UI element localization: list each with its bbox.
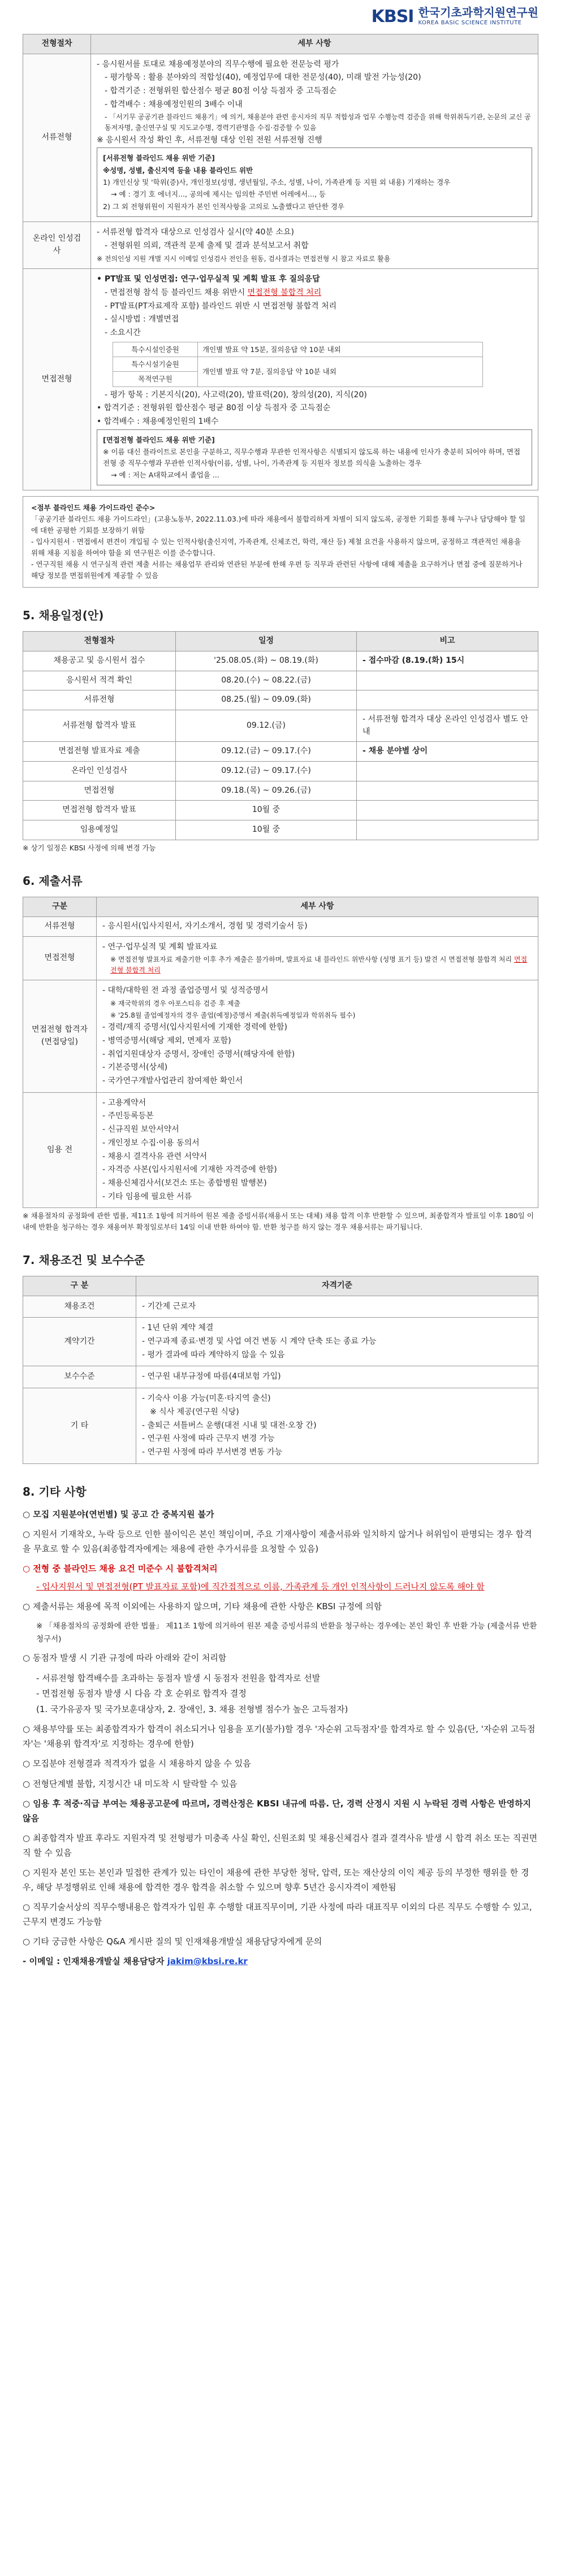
process-table [23,34,538,490]
schedule-cell-b: 09.18.(목) ~ 09.26.(금) [176,781,357,801]
contact-email-link[interactable]: jakim@kbsi.re.kr [167,1956,248,1966]
schedule-row [23,651,538,671]
conditions-line: - 기숙사 이용 가능(미혼·타지역 출신) [142,1394,271,1404]
doc-line: - 응시원서를 토대로 채용예정분야의 직무수행에 필요한 전문능력 평가 [97,59,339,69]
schedule-cell-c [357,671,538,690]
schedule-cell-c: - 접수마감 (8.19.(화) 15시 [357,651,538,671]
documents-note: ※ 채용절차의 공정화에 관한 법률, 제11조 1항에 의거하여 원본 제출 증빙서류(채용서 또는 대체) 채용 합격 이후 반환할 수 있으며, 최종합격자 발표일 이후 180일 이내에 반환을 청구하는 경우 채용여부 확정일로부터 14일 이내 반환 하여야 함. 반환 청구를 하지 않는 경우 채용서류는 파기됩니다. [23,1211,534,1231]
interview-box-title: [면접전형 블라인드 채용 위반 기준] [103,435,215,444]
schedule-row [23,710,538,742]
online-test-detail [91,222,538,269]
conditions-label: 계약기간 [23,1318,136,1366]
schedule-row [23,820,538,840]
blind-guide-box [23,496,538,588]
documents-fail-note: 면접전형 불합격 처리 [110,955,528,974]
verify-line: - 대학/대학원 전 과정 졸업증명서 및 성적증명서 [102,986,269,996]
etc-item: ○ 최종합격자 발표 후라도 지원자격 및 전형평가 미충족 사실 확인, 신원조회 및 채용신체검사 결과 결격사유 발생 시 합격 취소 또는 직권면직 할 수 있음 [23,1833,538,1858]
etc-item: ○ 모집 지원분야(연번별) 및 공고 간 중복지원 불가 [23,1509,214,1519]
appoint-line: - 채용신체검사서(보건소 또는 종합병원 발행본) [102,1178,267,1188]
documents-header: 세부 사항 [97,897,538,917]
doc-line: - 평가항목 : 활용 분야와의 적합성(40), 예정업무에 대한 전문성(40), 미래 발전 가능성(20) [105,73,421,82]
documents-appoint-detail [97,1092,538,1208]
schedule-cell-b: 08.20.(수) ~ 08.22.(금) [176,671,357,690]
schedule-title: 5. 채용일정(안) [23,609,104,623]
schedule-cell-b: 10월 중 [176,820,357,840]
etc-item: - 입사지원서 및 면접전형(PT 발표자료 포함)에 직간접적으로 이름, 가족관계 등 개인 인적사항이 드러나지 않도록 해야 함 [36,1581,485,1592]
interview-label: 면접전형 [23,269,91,490]
logo [23,5,538,29]
verify-line: - 경력/재직 증명서(입사지원서에 기재한 경력에 한함) [102,1023,287,1032]
interview-time-table [113,342,483,387]
schedule-row [23,762,538,781]
etc-item: ○ 동점자 발생 시 기관 규정에 따라 아래와 같이 처리함 [23,1653,227,1663]
contact-prefix: - 이메일 : 인재채용개발실 채용담당자 [23,1956,167,1966]
schedule-cell-a: 응시원서 적격 확인 [23,671,176,690]
guide-line: - 입사지원서 · 면접에서 편견이 개입될 수 있는 인적사항(출신지역, 가족관계, 신체조건, 학력, 재산 등) 제철 요건을 사용하지 않으며, 공정하고 객관적인 채용을 위해 채용 지침을 하여야 함을 외 연구원은 이를 준수합니다. [31,537,521,558]
etc-item: (1. 국가유공자 및 국가보훈대상자, 2. 장애인, 3. 채용 전형별 점수가 높은 고득점자) [36,1704,348,1714]
schedule-header: 전형절차 [23,632,176,651]
time-cell: 개인별 발표 약 7분, 질의응답 약 10분 내외 [198,357,483,386]
appoint-line: - 기타 임용에 필요한 서류 [102,1192,192,1201]
schedule-note: ※ 상기 일정은 KBSI 사정에 의해 변경 가능 [23,843,156,852]
documents-verify-detail [97,980,538,1092]
time-cell: 특수시설인증원 [113,342,198,357]
appoint-line: - 자격증 사본(입사지원서에 기재한 자격증에 한함) [102,1165,277,1175]
interview-line: - 실시방법 : 개별면접 [105,315,179,324]
process-header-detail: 세부 사항 [91,34,538,54]
documents-header: 구분 [23,897,97,917]
conditions-detail [136,1296,538,1318]
doc-box-line: → 예 : 경기 호 에너지..., 공의에 제시는 임의한 주민번 어레에서..., 등 [111,190,326,199]
conditions-title: 7. 채용조건 및 보수수준 [23,1253,145,1267]
schedule-cell-a: 면접전형 발표자료 제출 [23,742,176,762]
guide-line: - 연구직원 채용 시 연구실적 관련 제출 서류는 채용업무 관리와 연관된 부분에 한해 우편 등 직무과 관련된 사항에 대해 제출을 요구하거나 면접 중에 질문하거나 해당 정보를 면접위원에게 제공할 수 있음 [31,560,523,580]
interview-line: - 소요시간 [105,328,141,337]
conditions-line: - 평가 결과에 따라 계약하지 않을 수 있음 [142,1350,285,1359]
logo-mark: KBSI [371,6,414,27]
conditions-detail [136,1318,538,1366]
appoint-line: - 주민등록등본 [102,1111,154,1121]
schedule-cell-b: 08.25.(월) ~ 09.09.(화) [176,690,357,710]
etc-title: 8. 기타 사항 [23,1484,87,1498]
appoint-line: - 채용시 결격사유 관련 서약서 [102,1152,208,1161]
time-cell: 목적연구원 [113,372,198,386]
process-header-step: 전형절차 [23,34,91,54]
conditions-label: 채용조건 [23,1296,136,1318]
schedule-header: 비고 [357,632,538,651]
conditions-line: - 출퇴근 셔틀버스 운행(대전 시내 및 대전·오창 간) [142,1421,317,1430]
verify-line: - 기본증명서(상세) [102,1063,168,1072]
etc-item: ○ 전형단계별 불합, 지정시간 내 미도착 시 탈락할 수 있음 [23,1778,238,1789]
interview-box-line: → 예 : 저는 A대학교에서 졸업을 ... [111,470,219,479]
schedule-cell-c: - 채용 분야별 상이 [357,742,538,762]
appoint-line: - 신규직원 보안서약서 [102,1125,179,1135]
conditions-detail [136,1388,538,1463]
online-line: - 서류전형 합격자 대상으로 인성검사 실시(약 40분 소요) [97,228,294,237]
documents-table [23,897,538,1208]
schedule-row [23,781,538,801]
guide-line: 「공공기관 블라인드 채용 가이드라인」(고용노동부, 2022.11.03.)에 따라 채용에서 불합리하게 차별이 되지 않도록, 공정한 기회를 통해 누구나 담당해야 할 일에 대한 공평한 기회를 보장하기 위함 [31,515,526,535]
logo-english: KOREA BASIC SCIENCE INSTITUTE [418,20,522,27]
documents-doc-text: - 응시원서(입사지원서, 자기소개서, 경험 및 경력기술서 등) [97,916,538,936]
documents-interview-line: ※ 면접전형 발표자료 제출기한 이후 추가 제출은 불가하며, 발표자료 내 블라인드 위반사항 (성명 표기 등) 발견 시 면접전형 불합격 처리 면접전형 불합격 처리 [110,955,528,974]
schedule-cell-c [357,820,538,840]
schedule-cell-a: 면접전형 [23,781,176,801]
time-cell: 특수시설기술원 [113,357,198,371]
doc-line: - 합격배수 : 채용예정인원의 3배수 이내 [105,99,243,109]
schedule-cell-b: 09.12.(금) ~ 09.17.(수) [176,742,357,762]
schedule-cell-a: 채용공고 및 응시원서 접수 [23,651,176,671]
schedule-cell-a: 서류전형 [23,690,176,710]
guide-title: <점부 블라인드 채용 가이드라인 준수> [31,503,156,512]
conditions-line: - 기간제 근로자 [142,1301,196,1311]
schedule-cell-c: - 서류전형 합격자 대상 온라인 인성검사 별도 안내 [357,710,538,742]
conditions-line: - 연구과제 종료·변경 및 사업 여건 변동 시 계약 단축 또는 종료 가능 [142,1337,377,1346]
verify-line: - 국가연구개발사업관리 참여제한 확인서 [102,1076,243,1086]
conditions-line: - 1년 단위 계약 체결 [142,1323,214,1333]
etc-item: ○ 지원자 본인 또는 본인과 밀접한 관계가 있는 타인이 채용에 관한 부당한 청탁, 압력, 또는 재산상의 이익 제공 등의 부정한 행위를 한 경우, 해당 부정행위로 인해 채용에 합격한 경우 합격을 취소할 수 있으며 향후 5년간 응시자격이 제한됨 [23,1867,529,1892]
documents-interview-detail [97,936,538,980]
schedule-cell-a: 온라인 인성검사 [23,762,176,781]
verify-line: - 병역증명서(해당 제외, 면제자 포함) [102,1036,231,1046]
schedule-cell-c [357,801,538,820]
doc-box-line: ※성명, 성별, 출신지역 등을 내용 블라인드 위반 [103,166,253,175]
doc-line: - 합격기준 : 전형위원 합산점수 평균 80점 이상 득점자 중 고득점순 [105,86,337,96]
interview-line: • 합격배수 : 채용예정인원의 1배수 [97,417,219,427]
appoint-line: - 고용계약서 [102,1098,146,1107]
conditions-line: - 연구원 내부규정에 따름(4대보험 가입) [142,1372,281,1382]
conditions-line: ※ 식사 제공(연구원 식당) [150,1407,239,1417]
etc-item: ○ 기타 궁금한 사항은 Q&A 게시판 질의 및 인재채용개발실 채용담당자에게 문의 [23,1936,322,1947]
conditions-header: 자격기준 [136,1276,538,1296]
online-line: ※ 전의인성 지원 개별 지시 이메일 인성검사 전인을 원동, 검사결과는 면접전형 시 참고 자료로 활용 [97,254,391,263]
interview-detail [91,269,538,490]
conditions-line: - 연구원 사정에 따라 근무지 변경 가능 [142,1434,275,1444]
schedule-cell-a: 면접전형 합격자 발표 [23,801,176,820]
logo-text [418,6,538,28]
doc-line: ※ 응시원서 작성 확인 후, 서류전형 대상 인원 전원 서류전형 진행 [97,135,322,145]
conditions-label: 기 타 [23,1388,136,1463]
documents-appoint-label: 임용 전 [23,1092,97,1208]
interview-line: - 면접전형 참석 등 블라인드 채용 위반시 면접전형 불합격 처리 [105,288,322,297]
doc-line: - 「서기무 공공기관 블라인드 채용기」에 의거, 채용분야 관련 응시자의 직무 적합성과 업무 수행능력 검증을 위해 학위취득기관, 논문의 교신 공동저자명, 출신연구실 및 지도교수명, 경력기관명을 수집·검증할 수 있음 [105,113,531,132]
documents-verify-label: 면접전형 합격자 (면접당일) [23,980,97,1092]
etc-item: ○ 채용부약률 또는 최종합격자가 합격이 취소되거나 임용을 포기(불가)할 경우 '자순위 고득점자'를 합격자로 할 수 있음(단, '자순위 고득점자'는 '채용위 합격자'로 지정하는 경우에 한함) [23,1724,536,1749]
documents-interview-label: 면접전형 [23,936,97,980]
interview-line: - 평가 항목 : 기본지식(20), 사고력(20), 발표력(20), 창의성(20), 지식(20) [105,390,367,399]
doc-screening-detail [91,54,538,222]
contact-line [23,1955,538,1968]
verify-line: ※ '25.8월 졸업예정자의 경우 졸업(예정)증명서 제출(취득예정일과 학위취득 필수) [110,1011,356,1019]
conditions-line: - 연구원 사정에 따라 부서변경 변동 가능 [142,1447,283,1457]
schedule-cell-c [357,781,538,801]
verify-line: ※ 재국학위의 경우 아포스티유 검증 후 제출 [110,1000,241,1008]
schedule-cell-a: 서류전형 합격자 발표 [23,710,176,742]
schedule-cell-b: 09.12.(금) [176,710,357,742]
verify-line: - 취업지원대상자 증명서, 장애인 증명서(해당자에 한함) [102,1049,295,1059]
interview-line: • 합격기준 : 전형위원 합산점수 평균 80점 이상 득점자 중 고득점순 [97,403,331,413]
schedule-row [23,801,538,820]
documents-interview-line: - 연구·업무실적 및 계획 발표자료 [102,942,218,952]
interview-head: • PT발표 및 인성면접: 연구·업무실적 및 계획 발표 후 질의응답 [97,275,320,284]
doc-screening-label: 서류전형 [23,54,91,222]
etc-item: ○ 직무기술서상의 직무수행내용은 합격자가 입원 후 수행할 대표직무이며, 기관 사정에 따라 대표직무 이외의 다른 직무도 수행할 수 있고, 근무지 변경도 가능함 [23,1902,532,1927]
doc-box-line: 1) 개인신상 및 '학위(증)사, 개인정보(성명, 생년월일, 주소, 성별, 나이, 가족관계 등 지원 외 내용) 기재하는 경우 [103,178,451,187]
doc-blind-box [97,147,532,217]
appoint-line: - 개인정보 수집·이용 동의서 [102,1138,200,1148]
etc-item: ○ 임용 후 적중·직급 부여는 채용공고문에 따르며, 경력산정은 KBSI 내규에 따름. 단, 경력 산정시 지원 시 누락된 경력 사항은 반영하지 않음 [23,1799,532,1823]
time-cell: 개인별 발표 약 15분, 질의응답 약 10분 내외 [198,342,483,357]
schedule-cell-a: 임용예정일 [23,820,176,840]
interview-line: - PT발표(PT자료제작 포함) 블라인드 위반 시 면접전형 불합격 처리 [105,301,337,311]
schedule-header: 일정 [176,632,357,651]
conditions-header: 구 분 [23,1276,136,1296]
logo-korean: 한국기초과학지원연구원 [418,6,538,20]
schedule-cell-b: 10월 중 [176,801,357,820]
doc-box-title: [서류전형 블라인드 채용 위반 기준] [103,154,215,163]
etc-item: - 면접전형 동점자 발생 시 다음 각 호 순위로 합격자 결정 [36,1688,247,1699]
interview-fail-note: 면접전형 불합격 처리 [247,288,322,297]
schedule-row [23,690,538,710]
documents-doc-label: 서류전형 [23,916,97,936]
conditions-label: 보수수준 [23,1366,136,1388]
schedule-cell-b: '25.08.05.(화) ~ 08.19.(화) [176,651,357,671]
conditions-detail [136,1366,538,1388]
etc-item: ○ 모집분야 전형결과 적격자가 없을 시 채용하지 않을 수 있음 [23,1758,251,1769]
etc-item: ※ 「채용절차의 공정화에 관한 법률」 제11조 1항에 의거하여 원본 제출 증빙서류의 반환을 청구하는 경우에는 본인 확인 후 반환 가능 (제출서류 반환청구서) [36,1621,537,1644]
interview-box-line: ※ 이름 대신 플라이트로 본인을 구분하고, 직무수행과 무관한 인적사항은 식별되지 않도록 하는 내용에 인사가 충분히 되어야 하며, 면접전형 중 직무수행과 무관한 인적사항(이름, 성별, 나이, 가족관계 등 지원자 정보를 의식을 노출하는 경우 [103,448,521,467]
schedule-cell-c [357,690,538,710]
schedule-row [23,671,538,690]
interview-blind-box [97,429,532,486]
documents-title: 6. 제출서류 [23,874,83,888]
schedule-cell-c [357,762,538,781]
schedule-table [23,631,538,840]
schedule-row [23,742,538,762]
online-test-label: 온라인 인성검사 [23,222,91,269]
online-line: - 전형위원 의뢰, 객관적 문제 출제 및 결과 분석보고서 취합 [105,241,309,250]
schedule-cell-b: 09.12.(금) ~ 09.17.(수) [176,762,357,781]
etc-item: ○ 제출서류는 채용에 목적 이외에는 사용하지 않으며, 기타 채용에 관한 사항은 KBSI 규정에 의함 [23,1601,382,1612]
etc-list [23,1508,538,1949]
doc-box-line: 2) 그 외 전형위원이 지원자가 본인 인적사항을 고의로 노출했다고 판단한 경우 [103,202,344,211]
etc-item: - 서류전형 합격배수를 초과하는 동점자 발생 시 동점자 전원을 합격자로 선발 [36,1673,321,1683]
etc-item: ○ 전형 중 블라인드 채용 요건 미준수 시 불합격처리 [23,1563,218,1574]
conditions-table [23,1276,538,1464]
etc-item: ○ 지원서 기재착오, 누락 등으로 인한 불이익은 본인 책임이며, 주요 기재사항이 제출서류와 일치하지 않거나 허위임이 판명되는 경우 합격을 무효로 할 수 있음(최종합격자에게는 채용에 관한 추가서류를 요청할 수 있음) [23,1529,532,1554]
